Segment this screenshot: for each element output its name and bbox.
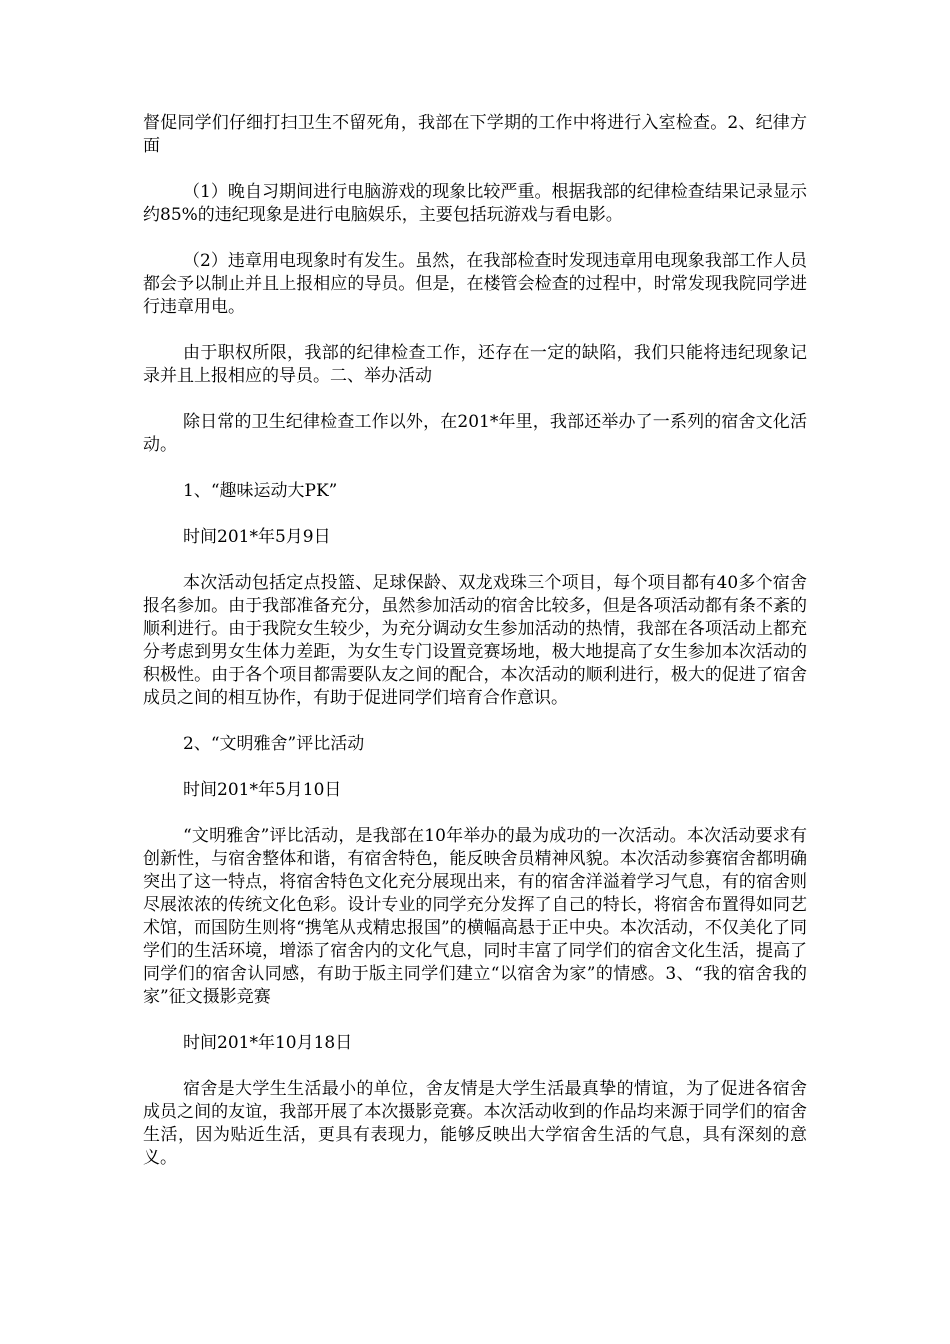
paragraph-activity-2: “文明雅舍”评比活动，是我部在10年举办的最为成功的一次活动。本次活动要求有创新性，与宿舍整体和谐，有宿舍特色，能反映舍员精神风貌。本次活动参赛宿舍都明确突出了这一特点，将宿舍特色文化充分展现出来，有的宿舍洋溢着学习气息，有的宿舍则尽展浓浓的传统文化色彩。设计专业的同学充分发挥了自己的特长，将宿舍布置得如同艺术馆，而国防生则将“携笔从戎精忠报国”的横幅高悬于正中央。本次活动，不仅美化了同学们的生活环境，增添了宿舍内的文化气息，同时丰富了同学们的宿舍文化生活，提高了同学们的宿舍认同感，有助于版主同学们建立“以宿舍为家”的情感。3、“我的宿舍我的家”征文摄影竞赛 xyxy=(143,826,807,1007)
paragraph-activities-intro: 除日常的卫生纪律检查工作以外，在201*年里，我部还举办了一系列的宿舍文化活动。 xyxy=(143,412,807,455)
date-activity-1: 时间201*年5月9日 xyxy=(183,527,331,547)
paragraph-discipline-summary: 由于职权所限，我部的纪律检查工作，还存在一定的缺陷，我们只能将违纪现象记录并且上报相应的导员。二、举办活动 xyxy=(143,343,807,386)
paragraph-discipline-1: （1）晚自习期间进行电脑游戏的现象比较严重。根据我部的纪律检查结果记录显示约85%的违纪现象是进行电脑娱乐，主要包括玩游戏与看电影。 xyxy=(143,182,807,225)
heading-activity-1: 1、“趣味运动大PK” xyxy=(183,481,338,501)
date-activity-3: 时间201*年10月18日 xyxy=(183,1033,353,1053)
paragraph-hygiene-continued: 督促同学们仔细打扫卫生不留死角，我部在下学期的工作中将进行入室检查。2、纪律方面 xyxy=(143,113,807,156)
date-activity-2: 时间201*年5月10日 xyxy=(183,780,342,800)
document-body xyxy=(143,112,807,1193)
heading-activity-2: 2、“文明雅舍”评比活动 xyxy=(183,734,365,754)
paragraph-discipline-2: （2）违章用电现象时有发生。虽然，在我部检查时发现违章用电现象我部工作人员都会予以制止并且上报相应的导员。但是，在楼管会检查的过程中，时常发现我院同学进行违章用电。 xyxy=(143,251,807,317)
paragraph-activity-3: 宿舍是大学生生活最小的单位，舍友情是大学生活最真挚的情谊，为了促进各宿舍成员之间的友谊，我部开展了本次摄影竞赛。本次活动收到的作品均来源于同学们的宿舍生活，因为贴近生活，更具有表现力，能够反映出大学宿舍生活的气息，具有深刻的意义。 xyxy=(143,1079,807,1168)
paragraph-activity-1: 本次活动包括定点投篮、足球保龄、双龙戏珠三个项目，每个项目都有40多个宿舍报名参加。由于我部准备充分，虽然参加活动的宿舍比较多，但是各项活动都有条不紊的顺利进行。由于我院女生较少，为充分调动女生参加活动的热情，我部在各项活动上都充分考虑到男女生体力差距，为女生专门设置竞赛场地，极大地提高了女生参加本次活动的积极性。由于各个项目都需要队友之间的配合，本次活动的顺利进行，极大的促进了宿舍成员之间的相互协作，有助于促进同学们培育合作意识。 xyxy=(143,573,807,708)
